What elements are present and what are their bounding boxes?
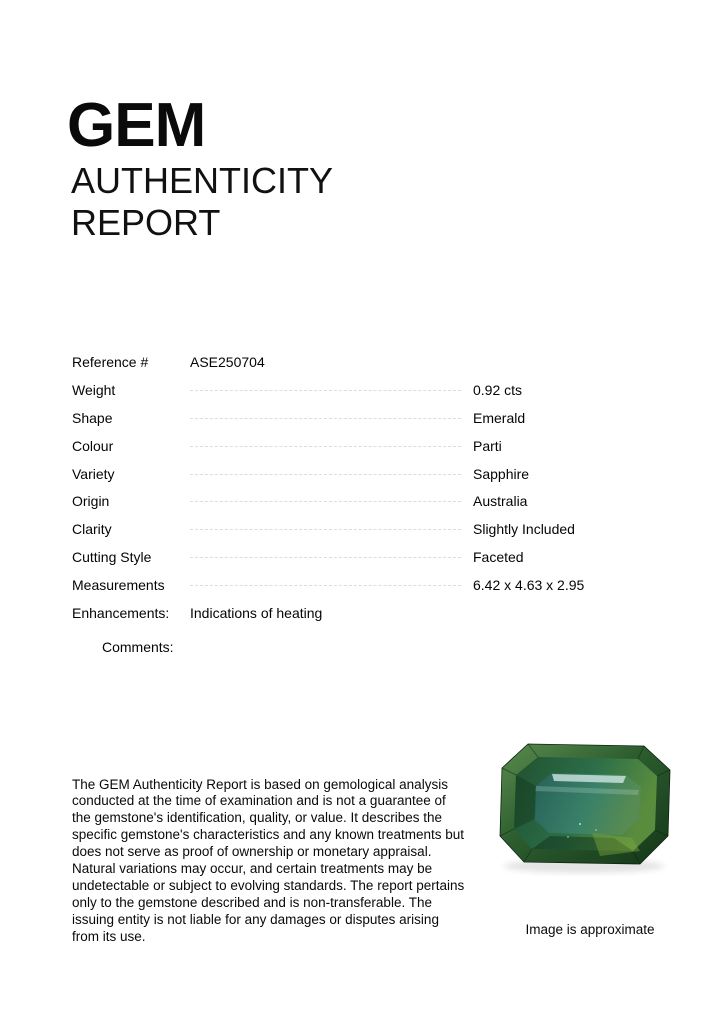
field-row-cutting-style: [72, 543, 652, 571]
leader-line: [190, 390, 461, 391]
field-label: Weight: [72, 381, 116, 398]
field-label: Enhancements:: [72, 604, 170, 621]
field-value: 0.92 cts: [473, 381, 523, 398]
field-row-colour: [72, 432, 652, 460]
field-value: Faceted: [473, 549, 524, 566]
field-value: 6.42 x 4.63 x 2.95: [473, 577, 585, 594]
field-value: Slightly Included: [473, 521, 575, 538]
image-caption: Image is approximate: [525, 922, 655, 937]
report-title: [71, 160, 333, 244]
leader-line: [190, 418, 461, 419]
field-value: Parti: [473, 437, 502, 454]
field-label: Origin: [72, 493, 110, 510]
field-row-shape: [72, 404, 652, 432]
leader-line: [190, 529, 461, 530]
field-value: Australia: [473, 493, 528, 510]
field-label: Comments:: [102, 638, 174, 655]
leader-line: [190, 585, 461, 586]
report-title-line2: REPORT: [71, 202, 221, 243]
field-row-measurements: [72, 571, 652, 599]
gem-photo: [492, 738, 676, 876]
field-value: Emerald: [473, 409, 526, 426]
field-row-variety: [72, 460, 652, 488]
brand-title: GEM: [67, 91, 206, 160]
field-row-origin: [72, 487, 652, 515]
leader-line: [190, 501, 461, 502]
field-label: Reference #: [72, 353, 149, 370]
field-label: Clarity: [72, 521, 112, 538]
field-row-clarity: [72, 515, 652, 543]
leader-line: [190, 446, 461, 447]
field-label: Measurements: [72, 577, 165, 594]
field-row-comments: [72, 633, 652, 661]
field-label: Variety: [72, 465, 115, 482]
field-row-reference: [72, 348, 652, 376]
field-label: Cutting Style: [72, 549, 152, 566]
field-label: Shape: [72, 409, 113, 426]
field-row-enhancements: [72, 599, 652, 627]
field-value: Sapphire: [473, 465, 530, 482]
disclaimer-text: The GEM Authenticity Report is based on gemological analysis conducted at the time of examination and is not a guarantee of the gemstone's identification, quality, or value. It describes the specific gemstone's characteristics and any known treatments but does not serve as proof of ownership or monetary appraisal. Natural variations may occur, and certain treatments may be undetectable or subject to evolving standards. The report pertains only to the gemstone described and is non-transferable. The issuing entity is not liable for any damages or disputes arising from its use.: [72, 776, 465, 944]
field-value: Indications of heating: [190, 604, 323, 621]
report-title-line1: AUTHENTICITY: [71, 160, 334, 201]
leader-line: [190, 474, 461, 475]
field-row-weight: [72, 376, 652, 404]
field-value: ASE250704: [190, 353, 265, 370]
field-label: Colour: [72, 437, 114, 454]
field-list: [72, 348, 652, 661]
leader-line: [190, 557, 461, 558]
